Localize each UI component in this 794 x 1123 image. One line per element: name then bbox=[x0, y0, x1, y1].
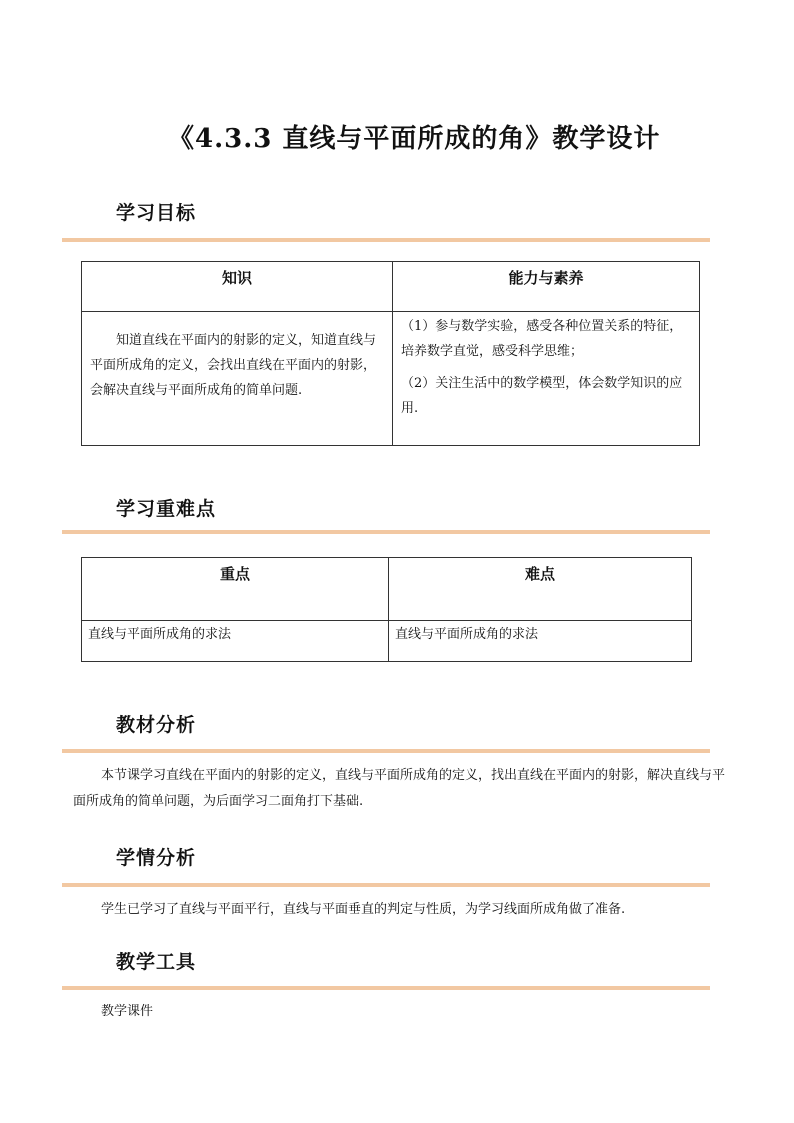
section-heading-students: 学情分析 bbox=[116, 847, 197, 869]
key-points-header-difficult: 难点 bbox=[389, 558, 692, 621]
section-heading-material: 教材分析 bbox=[116, 714, 197, 736]
teaching-tools-text: 教学课件 bbox=[101, 1004, 154, 1019]
section-divider bbox=[62, 530, 710, 534]
goals-knowledge-cell bbox=[82, 312, 393, 446]
goals-ability-item-2: （2）关注生活中的数学模型，体会数学知识的应用. bbox=[401, 376, 683, 416]
section-divider bbox=[62, 238, 710, 242]
key-points-difficult-text: 直线与平面所成角的求法 bbox=[389, 621, 692, 662]
student-analysis-text: 学生已学习了直线与平面平行，直线与平面垂直的判定与性质，为学习线面所成角做了准备. bbox=[101, 902, 626, 917]
goals-header-ability: 能力与素养 bbox=[393, 262, 700, 312]
key-points-header-key: 重点 bbox=[82, 558, 389, 621]
section-heading-key-points: 学习重难点 bbox=[116, 498, 217, 520]
material-analysis-text: 本节课学习直线在平面内的射影的定义，直线与平面所成角的定义，找出直线在平面内的射影，解决直线与平面所成角的简单问题，为后面学习二面角打下基础. bbox=[73, 768, 726, 809]
section-heading-goals: 学习目标 bbox=[116, 202, 197, 224]
goals-ability-cell bbox=[393, 312, 700, 446]
document-title: 《4.3.3 直线与平面所成的角》教学设计 bbox=[168, 124, 661, 154]
key-points-table bbox=[81, 557, 692, 662]
section-divider bbox=[62, 749, 710, 753]
key-points-key-text: 直线与平面所成角的求法 bbox=[82, 621, 389, 662]
section-divider bbox=[62, 883, 710, 887]
goals-knowledge-text: 知道直线在平面内的射影的定义，知道直线与平面所成角的定义，会找出直线在平面内的射影，会解决直线与平面所成角的简单问题. bbox=[90, 333, 377, 398]
goals-table bbox=[81, 261, 700, 446]
section-divider bbox=[62, 986, 710, 990]
goals-header-knowledge: 知识 bbox=[82, 262, 393, 312]
section-heading-tools: 教学工具 bbox=[116, 951, 197, 973]
goals-ability-item-1: （1）参与数学实验，感受各种位置关系的特征，培养数学直觉，感受科学思维； bbox=[401, 319, 683, 359]
